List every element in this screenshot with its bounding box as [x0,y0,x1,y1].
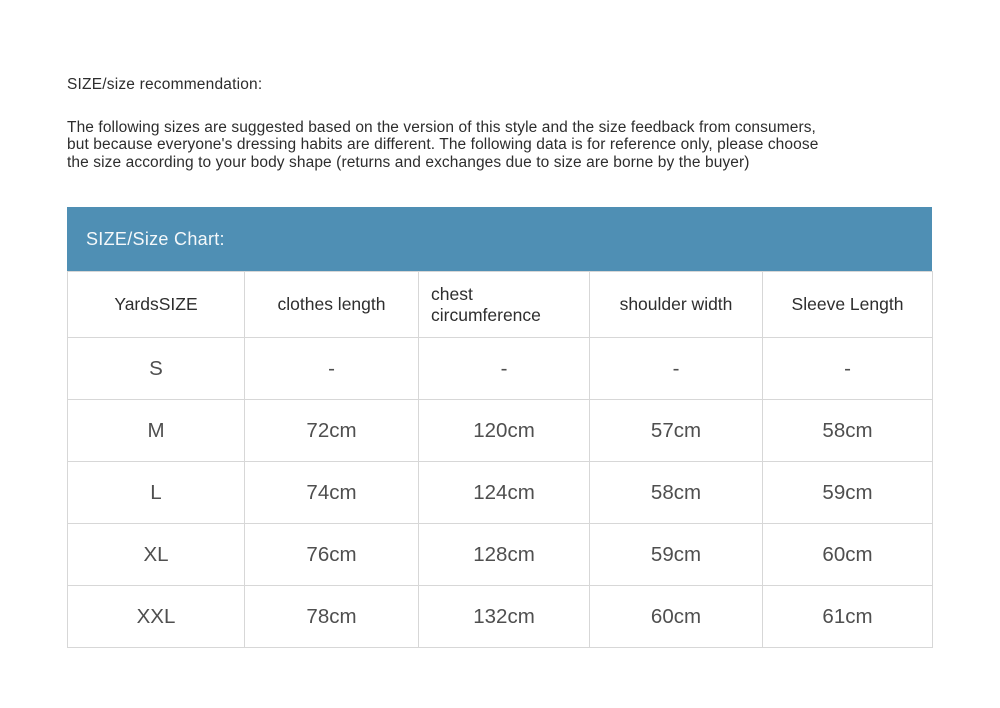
table-row-l [68,462,933,524]
table-cell: 78cm [245,586,419,648]
size-table [67,271,933,648]
size-table-header [68,272,933,338]
table-cell: 59cm [590,524,763,586]
table-row-xl [68,524,933,586]
table-cell: 60cm [590,586,763,648]
table-cell: 61cm [763,586,933,648]
table-cell: - [590,338,763,400]
table-cell: 59cm [763,462,933,524]
column-header-clothes-length: clothes length [245,272,419,338]
table-cell: 74cm [245,462,419,524]
page-title: SIZE/size recommendation: [67,76,263,93]
header-row [68,272,933,338]
column-header-chest-circumference: chest circumference [419,272,590,338]
table-cell: 128cm [419,524,590,586]
column-header-shoulder-width: shoulder width [590,272,763,338]
page-content [67,0,932,648]
table-cell: 76cm [245,524,419,586]
size-note-line: the size according to your body shape (returns and exchanges due to size are borne by the buyer) [67,153,750,171]
column-header-size: YardsSIZE [68,272,245,338]
table-cell: 72cm [245,400,419,462]
size-cell: XL [68,524,245,586]
table-row-s [68,338,933,400]
size-cell: M [68,400,245,462]
size-cell: L [68,462,245,524]
table-cell: 132cm [419,586,590,648]
table-cell: 120cm [419,400,590,462]
size-cell: XXL [68,586,245,648]
size-chart-banner-label: SIZE/Size Chart: [86,228,225,249]
table-row-m [68,400,933,462]
table-cell: - [419,338,590,400]
table-cell: 58cm [590,462,763,524]
size-cell: S [68,338,245,400]
table-row-xxl [68,586,933,648]
table-cell: 58cm [763,400,933,462]
table-cell: 124cm [419,462,590,524]
size-note [67,119,932,171]
size-note-line: but because everyone's dressing habits are different. The following data is for reference only, please choose [67,136,819,154]
table-cell: 60cm [763,524,933,586]
table-cell: - [763,338,933,400]
size-chart-banner [67,207,932,271]
table-cell: 57cm [590,400,763,462]
size-table-body [68,338,933,648]
table-cell: - [245,338,419,400]
column-header-sleeve-length: Sleeve Length [763,272,933,338]
size-note-line: The following sizes are suggested based on the version of this style and the size feedback from consumers, [67,119,816,136]
